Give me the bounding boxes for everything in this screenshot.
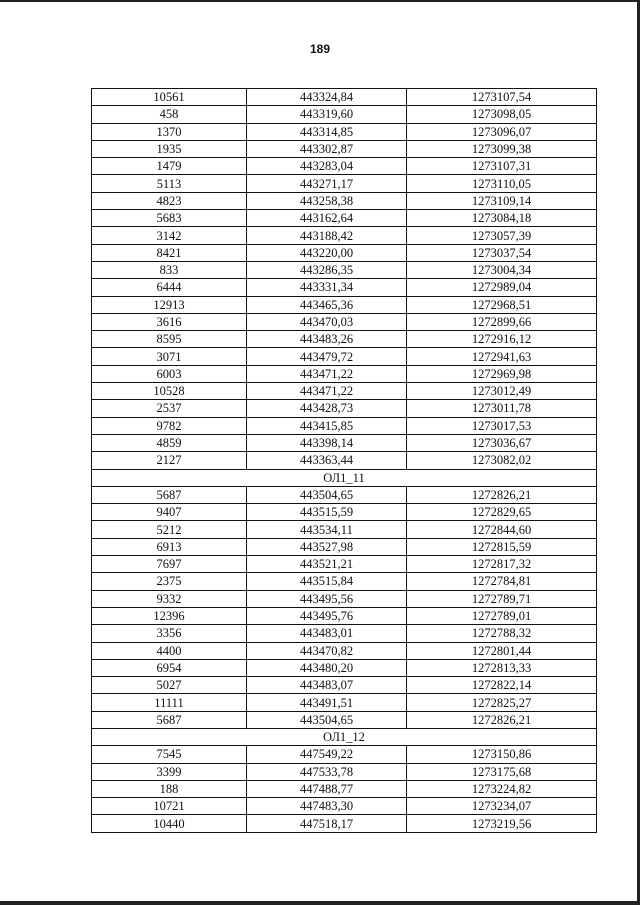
x-coordinate-cell: 443479,72	[247, 348, 407, 365]
y-coordinate-cell: 1273011,78	[407, 400, 597, 417]
point-number-cell: 10561	[92, 89, 247, 106]
x-coordinate-cell: 443495,76	[247, 607, 407, 624]
scan-edge-bottom	[0, 901, 640, 905]
table-row	[92, 452, 597, 469]
y-coordinate-cell: 1272813,33	[407, 659, 597, 676]
point-number-cell: 12913	[92, 296, 247, 313]
point-number-cell: 9332	[92, 590, 247, 607]
point-number-cell: 10528	[92, 383, 247, 400]
y-coordinate-cell: 1273017,53	[407, 417, 597, 434]
x-coordinate-cell: 443220,00	[247, 244, 407, 261]
point-number-cell: 5212	[92, 521, 247, 538]
table-row	[92, 417, 597, 434]
section-title: ОЛ1_11	[92, 469, 597, 486]
coordinates-table-body	[92, 89, 597, 833]
table-row	[92, 331, 597, 348]
y-coordinate-cell: 1272825,27	[407, 694, 597, 711]
y-coordinate-cell: 1272826,21	[407, 486, 597, 503]
y-coordinate-cell: 1273107,31	[407, 158, 597, 175]
point-number-cell: 8595	[92, 331, 247, 348]
y-coordinate-cell: 1273004,34	[407, 261, 597, 278]
y-coordinate-cell: 1273110,05	[407, 175, 597, 192]
table-row	[92, 780, 597, 797]
x-coordinate-cell: 447518,17	[247, 815, 407, 832]
section-header-row	[92, 728, 597, 745]
x-coordinate-cell: 443286,35	[247, 261, 407, 278]
y-coordinate-cell: 1273096,07	[407, 123, 597, 140]
y-coordinate-cell: 1273109,14	[407, 192, 597, 209]
point-number-cell: 3356	[92, 625, 247, 642]
x-coordinate-cell: 443483,01	[247, 625, 407, 642]
x-coordinate-cell: 443428,73	[247, 400, 407, 417]
table-row	[92, 763, 597, 780]
y-coordinate-cell: 1273036,67	[407, 434, 597, 451]
table-row	[92, 815, 597, 832]
y-coordinate-cell: 1273099,38	[407, 140, 597, 157]
x-coordinate-cell: 443483,07	[247, 677, 407, 694]
scan-edge-top	[0, 0, 640, 2]
y-coordinate-cell: 1273219,56	[407, 815, 597, 832]
x-coordinate-cell: 443527,98	[247, 538, 407, 555]
x-coordinate-cell: 443271,17	[247, 175, 407, 192]
table-row	[92, 158, 597, 175]
table-row	[92, 677, 597, 694]
point-number-cell: 1370	[92, 123, 247, 140]
table-row	[92, 590, 597, 607]
x-coordinate-cell: 443302,87	[247, 140, 407, 157]
x-coordinate-cell: 443480,20	[247, 659, 407, 676]
x-coordinate-cell: 443188,42	[247, 227, 407, 244]
point-number-cell: 4859	[92, 434, 247, 451]
point-number-cell: 3071	[92, 348, 247, 365]
y-coordinate-cell: 1273082,02	[407, 452, 597, 469]
y-coordinate-cell: 1273037,54	[407, 244, 597, 261]
table-row	[92, 538, 597, 555]
y-coordinate-cell: 1273224,82	[407, 780, 597, 797]
x-coordinate-cell: 447488,77	[247, 780, 407, 797]
table-row	[92, 694, 597, 711]
y-coordinate-cell: 1272969,98	[407, 365, 597, 382]
y-coordinate-cell: 1273012,49	[407, 383, 597, 400]
point-number-cell: 5113	[92, 175, 247, 192]
table-row	[92, 711, 597, 728]
x-coordinate-cell: 443331,34	[247, 279, 407, 296]
x-coordinate-cell: 443324,84	[247, 89, 407, 106]
y-coordinate-cell: 1272899,66	[407, 313, 597, 330]
table-row	[92, 642, 597, 659]
point-number-cell: 833	[92, 261, 247, 278]
table-row	[92, 140, 597, 157]
y-coordinate-cell: 1272815,59	[407, 538, 597, 555]
point-number-cell: 5683	[92, 210, 247, 227]
x-coordinate-cell: 443534,11	[247, 521, 407, 538]
point-number-cell: 7697	[92, 556, 247, 573]
x-coordinate-cell: 443483,26	[247, 331, 407, 348]
table-row	[92, 434, 597, 451]
page-number: 189	[309, 42, 331, 56]
point-number-cell: 9782	[92, 417, 247, 434]
x-coordinate-cell: 443504,65	[247, 486, 407, 503]
table-row	[92, 400, 597, 417]
table-row	[92, 244, 597, 261]
point-number-cell: 5027	[92, 677, 247, 694]
x-coordinate-cell: 443471,22	[247, 383, 407, 400]
point-number-cell: 6913	[92, 538, 247, 555]
table-row	[92, 625, 597, 642]
y-coordinate-cell: 1272788,32	[407, 625, 597, 642]
y-coordinate-cell: 1273084,18	[407, 210, 597, 227]
table-row	[92, 123, 597, 140]
table-row	[92, 192, 597, 209]
table-row	[92, 521, 597, 538]
table-row	[92, 261, 597, 278]
table-row	[92, 296, 597, 313]
point-number-cell: 5687	[92, 486, 247, 503]
y-coordinate-cell: 1273057,39	[407, 227, 597, 244]
x-coordinate-cell: 443465,36	[247, 296, 407, 313]
table-row	[92, 313, 597, 330]
y-coordinate-cell: 1273107,54	[407, 89, 597, 106]
table-row	[92, 365, 597, 382]
x-coordinate-cell: 443495,56	[247, 590, 407, 607]
y-coordinate-cell: 1272801,44	[407, 642, 597, 659]
x-coordinate-cell: 447533,78	[247, 763, 407, 780]
y-coordinate-cell: 1272941,63	[407, 348, 597, 365]
table-row	[92, 106, 597, 123]
x-coordinate-cell: 443415,85	[247, 417, 407, 434]
x-coordinate-cell: 443515,84	[247, 573, 407, 590]
x-coordinate-cell: 443471,22	[247, 365, 407, 382]
point-number-cell: 4400	[92, 642, 247, 659]
point-number-cell: 1935	[92, 140, 247, 157]
y-coordinate-cell: 1272829,65	[407, 504, 597, 521]
table-row	[92, 746, 597, 763]
coordinates-table	[91, 88, 597, 833]
y-coordinate-cell: 1272822,14	[407, 677, 597, 694]
x-coordinate-cell: 443491,51	[247, 694, 407, 711]
table-row	[92, 556, 597, 573]
table-row	[92, 659, 597, 676]
point-number-cell: 6954	[92, 659, 247, 676]
table-row	[92, 504, 597, 521]
table-row	[92, 279, 597, 296]
point-number-cell: 11111	[92, 694, 247, 711]
point-number-cell: 10721	[92, 798, 247, 815]
x-coordinate-cell: 443283,04	[247, 158, 407, 175]
y-coordinate-cell: 1272916,12	[407, 331, 597, 348]
y-coordinate-cell: 1273175,68	[407, 763, 597, 780]
point-number-cell: 8421	[92, 244, 247, 261]
section-title: ОЛ1_12	[92, 728, 597, 745]
x-coordinate-cell: 443162,64	[247, 210, 407, 227]
x-coordinate-cell: 443258,38	[247, 192, 407, 209]
x-coordinate-cell: 443515,59	[247, 504, 407, 521]
point-number-cell: 188	[92, 780, 247, 797]
table-row	[92, 486, 597, 503]
table-row	[92, 607, 597, 624]
point-number-cell: 5687	[92, 711, 247, 728]
point-number-cell: 10440	[92, 815, 247, 832]
point-number-cell: 12396	[92, 607, 247, 624]
y-coordinate-cell: 1273150,86	[407, 746, 597, 763]
x-coordinate-cell: 443470,03	[247, 313, 407, 330]
table-row	[92, 89, 597, 106]
y-coordinate-cell: 1273234,07	[407, 798, 597, 815]
point-number-cell: 458	[92, 106, 247, 123]
y-coordinate-cell: 1273098,05	[407, 106, 597, 123]
point-number-cell: 6003	[92, 365, 247, 382]
x-coordinate-cell: 447483,30	[247, 798, 407, 815]
x-coordinate-cell: 443363,44	[247, 452, 407, 469]
x-coordinate-cell: 443319,60	[247, 106, 407, 123]
point-number-cell: 2375	[92, 573, 247, 590]
x-coordinate-cell: 443398,14	[247, 434, 407, 451]
x-coordinate-cell: 443504,65	[247, 711, 407, 728]
point-number-cell: 9407	[92, 504, 247, 521]
table-row	[92, 383, 597, 400]
x-coordinate-cell: 443521,21	[247, 556, 407, 573]
point-number-cell: 3399	[92, 763, 247, 780]
point-number-cell: 3142	[92, 227, 247, 244]
y-coordinate-cell: 1272844,60	[407, 521, 597, 538]
x-coordinate-cell: 443470,82	[247, 642, 407, 659]
point-number-cell: 1479	[92, 158, 247, 175]
table-row	[92, 348, 597, 365]
point-number-cell: 2537	[92, 400, 247, 417]
x-coordinate-cell: 447549,22	[247, 746, 407, 763]
y-coordinate-cell: 1272968,51	[407, 296, 597, 313]
y-coordinate-cell: 1272784,81	[407, 573, 597, 590]
table-row	[92, 573, 597, 590]
y-coordinate-cell: 1272989,04	[407, 279, 597, 296]
table-row	[92, 175, 597, 192]
y-coordinate-cell: 1272817,32	[407, 556, 597, 573]
point-number-cell: 6444	[92, 279, 247, 296]
table-row	[92, 798, 597, 815]
table-row	[92, 210, 597, 227]
section-header-row	[92, 469, 597, 486]
y-coordinate-cell: 1272789,71	[407, 590, 597, 607]
table-row	[92, 227, 597, 244]
point-number-cell: 4823	[92, 192, 247, 209]
y-coordinate-cell: 1272789,01	[407, 607, 597, 624]
y-coordinate-cell: 1272826,21	[407, 711, 597, 728]
point-number-cell: 7545	[92, 746, 247, 763]
x-coordinate-cell: 443314,85	[247, 123, 407, 140]
point-number-cell: 2127	[92, 452, 247, 469]
point-number-cell: 3616	[92, 313, 247, 330]
